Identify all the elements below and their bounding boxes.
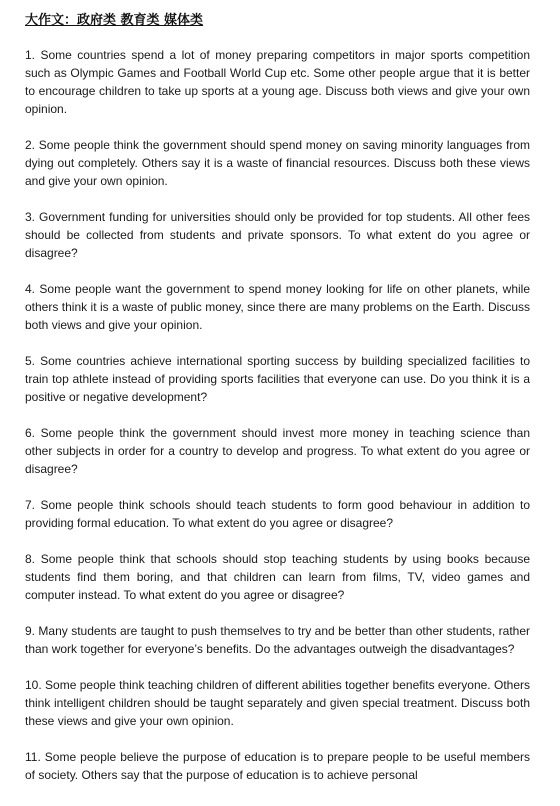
question-item: 5. Some countries achieve international sporting success by building specialized facilities to train top athlete instead of providing sports facilities that everyone can use. Do you think it is a positive or negative development? xyxy=(25,354,530,404)
question-item: 9. Many students are taught to push themselves to try and be better than other students, rather than work together for everyone’s benefits. Do the advantages outweigh the disadvantages? xyxy=(25,624,530,656)
question-list xyxy=(25,46,530,784)
question-item: 3. Government funding for universities should only be provided for top students. All other fees should be collected from students and private sponsors. To what extent do you agree or disagree? xyxy=(25,210,530,260)
question-item: 2. Some people think the government should spend money on saving minority languages from dying out completely. Others say it is a waste of financial resources. Discuss both these views and give your own opinion. xyxy=(25,138,530,188)
question-item: 7. Some people think schools should teach students to form good behaviour in addition to providing formal education. To what extent do you agree or disagree? xyxy=(25,498,530,530)
question-item: 1. Some countries spend a lot of money preparing competitors in major sports competition such as Olympic Games and Football World Cup etc. Some other people argue that it is better to encourage children to take up sports at a young age. Discuss both views and give your own opinion. xyxy=(25,48,530,116)
question-item: 6. Some people think the government should invest more money in teaching science than other subjects in order for a country to develop and progress. To what extent do you agree or disagree? xyxy=(25,426,530,476)
document-title: 大作文：政府类 教育类 媒体类 xyxy=(25,13,204,28)
question-item: 8. Some people think that schools should stop teaching students by using books because students find them boring, and that children can learn from films, TV, video games and computer instead. To what extent do you agree or disagree? xyxy=(25,552,530,602)
question-item: 10. Some people think teaching children of different abilities together benefits everyone. Others think intelligent children should be taught separately and given special treatment. Discuss both these views and give your own opinion. xyxy=(25,678,530,728)
question-item: 11. Some people believe the purpose of education is to prepare people to be useful members of society. Others say that the purpose of education is to achieve personal xyxy=(25,750,530,782)
question-item: 4. Some people want the government to spend money looking for life on other planets, while others think it is a waste of public money, since there are many problems on the Earth. Discuss both views and give your opinion. xyxy=(25,282,530,332)
